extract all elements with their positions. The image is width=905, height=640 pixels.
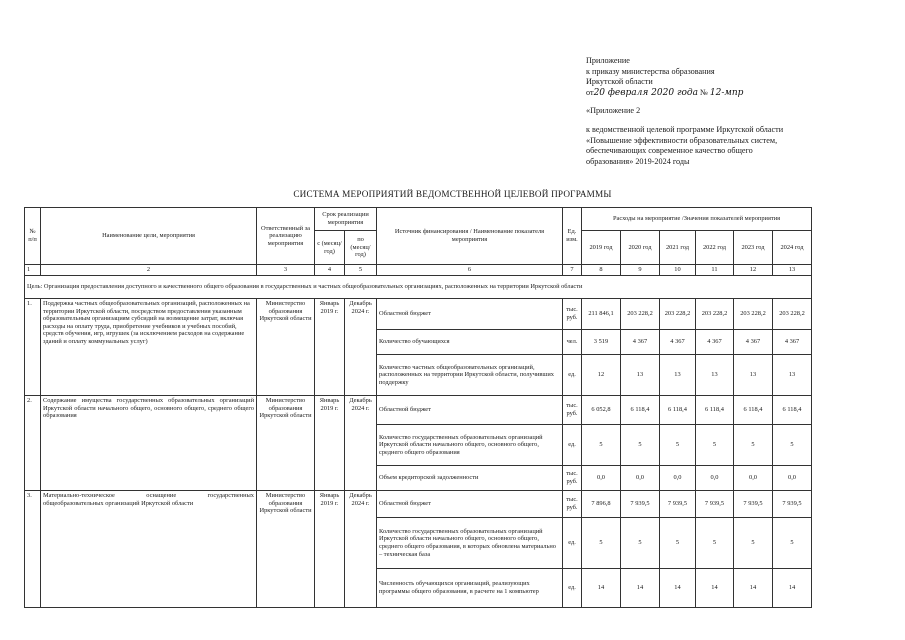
col-number: 13 (773, 265, 812, 276)
row-unit: тыс. руб. (563, 396, 582, 425)
row-value: 7 896,8 (582, 491, 621, 518)
row-value: 0,0 (582, 466, 621, 491)
handwritten-number: 12-мпр (709, 87, 744, 98)
row-value: 4 367 (696, 330, 734, 355)
col-number: 7 (563, 265, 582, 276)
row-value: 14 (582, 569, 621, 608)
row-value: 13 (734, 355, 773, 396)
header-year: 2020 год (621, 231, 660, 265)
row-value: 3 519 (582, 330, 621, 355)
row-value: 0,0 (621, 466, 660, 491)
col-number: 6 (377, 265, 563, 276)
appendix-line: Приложение (586, 56, 630, 65)
header-expenses: Расходы на мероприятие /Значения показателей мероприятия (582, 208, 812, 231)
appendix-line: «Повышение эффективности образовательных систем, (586, 135, 778, 145)
header-row (25, 208, 812, 231)
col-number: 8 (582, 265, 621, 276)
activity-from: Январь 2019 г. (315, 299, 345, 396)
handwritten-date: 20 февраля 2020 года (593, 87, 698, 98)
header-unit: Ед. изм. (563, 208, 582, 265)
row-value: 5 (696, 425, 734, 466)
row-unit: тыс. руб. (563, 466, 582, 491)
appendix-line: Иркутской области (586, 77, 653, 87)
row-source: Количество частных общеобразовательных организаций, расположенных на территории Иркутской области, получивших поддержку (377, 355, 563, 396)
row-value: 5 (582, 518, 621, 569)
appendix-date-line (586, 88, 783, 99)
activity-responsible: Министерство образования Иркутской области (257, 299, 315, 396)
header-year: 2019 год (582, 231, 621, 265)
row-value: 203 228,2 (660, 299, 696, 330)
spacer (586, 98, 783, 106)
row-value: 13 (696, 355, 734, 396)
col-number: 4 (315, 265, 345, 276)
row-unit: ед. (563, 425, 582, 466)
row-value: 203 228,2 (773, 299, 812, 330)
appendix-line: обеспечивающих современное качество общего (586, 146, 753, 156)
row-unit: ед. (563, 569, 582, 608)
row-value: 5 (734, 518, 773, 569)
activity-name: Поддержка частных общеобразовательных организаций, расположенных на территории Иркутской области, посредством предоставления указанным образовательным организациям субсидий на возмещение затрат, включая расходы на оплату труда, приобретение учебников и учебных пособий, средств обучения, игр, игрушек (за исключением расходов на содержание зданий и оплату коммунальных услуг) (41, 299, 257, 396)
row-value: 211 846,1 (582, 299, 621, 330)
row-value: 13 (660, 355, 696, 396)
row-value: 6 118,4 (773, 396, 812, 425)
row-value: 0,0 (734, 466, 773, 491)
appendix-header (586, 56, 783, 167)
row-value: 5 (660, 518, 696, 569)
spacer (586, 117, 783, 125)
row-source: Областной бюджет (377, 491, 563, 518)
row-unit: чел. (563, 330, 582, 355)
row-value: 4 367 (621, 330, 660, 355)
row-value: 5 (734, 425, 773, 466)
row-value: 7 939,5 (696, 491, 734, 518)
row-source: Количество государственных образовательных организаций Иркутской области начального общего, основного общего, среднего общего образования (377, 425, 563, 466)
header-to: по (месяц/ год) (345, 231, 377, 265)
row-unit: тыс. руб. (563, 299, 582, 330)
row-value: 0,0 (660, 466, 696, 491)
appendix-line: «Приложение 2 (586, 106, 641, 116)
row-value: 7 939,5 (660, 491, 696, 518)
col-number: 2 (41, 265, 257, 276)
header-responsible: Ответственный за реализацию мероприятия (257, 208, 315, 265)
row-unit: ед. (563, 355, 582, 396)
col-number: 11 (696, 265, 734, 276)
row-value: 5 (696, 518, 734, 569)
row-value: 4 367 (660, 330, 696, 355)
table-row (25, 396, 812, 425)
row-source: Количество государственных образовательных организаций Иркутской области начального общего, основного общего, среднего общего образования, в которых обновлена материально – техническая база (377, 518, 563, 569)
row-unit: ед. (563, 518, 582, 569)
activity-from: Январь 2019 г. (315, 396, 345, 491)
row-source: Областной бюджет (377, 299, 563, 330)
row-value: 7 939,5 (734, 491, 773, 518)
row-value: 14 (660, 569, 696, 608)
row-value: 14 (696, 569, 734, 608)
row-value: 0,0 (696, 466, 734, 491)
date-prefix: от (586, 87, 594, 97)
activity-to: Декабрь 2024 г. (345, 396, 377, 491)
col-number: 12 (734, 265, 773, 276)
document-title: СИСТЕМА МЕРОПРИЯТИЙ ВЕДОМСТВЕННОЙ ЦЕЛЕВОЙ ПРОГРАММЫ (293, 189, 612, 199)
table-row (25, 491, 812, 518)
row-source: Количество обучающихся (377, 330, 563, 355)
header-year: 2022 год (696, 231, 734, 265)
activity-num: 2. (25, 396, 41, 491)
row-value: 4 367 (773, 330, 812, 355)
col-number: 9 (621, 265, 660, 276)
row-unit: тыс. руб. (563, 491, 582, 518)
row-value: 6 118,4 (734, 396, 773, 425)
goal-row (25, 276, 812, 299)
row-value: 5 (621, 425, 660, 466)
row-value: 14 (773, 569, 812, 608)
row-value: 6 052,8 (582, 396, 621, 425)
row-value: 7 939,5 (621, 491, 660, 518)
row-value: 5 (582, 425, 621, 466)
activity-name: Материально-техническое оснащение государственных общеобразовательных организаций Иркутской области (41, 491, 257, 608)
header-year: 2023 год (734, 231, 773, 265)
column-number-row (25, 265, 812, 276)
row-source: Объем кредиторской задолженности (377, 466, 563, 491)
goal-text: Цель: Организация предоставления доступного и качественного общего образования в государственных и частных общеобразовательных организациях, расположенных на территории Иркутской области (25, 276, 812, 299)
appendix-line: к приказу министерства образования (586, 66, 715, 76)
row-value: 6 118,4 (621, 396, 660, 425)
activity-to: Декабрь 2024 г. (345, 299, 377, 396)
row-value: 6 118,4 (660, 396, 696, 425)
row-value: 14 (621, 569, 660, 608)
header-year: 2021 год (660, 231, 696, 265)
row-value: 5 (773, 425, 812, 466)
col-number: 3 (257, 265, 315, 276)
activity-num: 3. (25, 491, 41, 608)
row-value: 4 367 (734, 330, 773, 355)
col-number: 1 (25, 265, 41, 276)
col-number: 5 (345, 265, 377, 276)
header-name: Наименование цели, мероприятия (41, 208, 257, 265)
row-value: 5 (621, 518, 660, 569)
col-number: 10 (660, 265, 696, 276)
row-value: 13 (773, 355, 812, 396)
header-num: № п/п (25, 208, 41, 265)
appendix-line: образования» 2019-2024 годы (586, 156, 690, 166)
row-value: 5 (660, 425, 696, 466)
row-value: 6 118,4 (696, 396, 734, 425)
activity-name: Содержание имущества государственных образовательных организаций Иркутской области начального общего, основного общего, среднего общего образования (41, 396, 257, 491)
header-from: с (месяц/ год) (315, 231, 345, 265)
row-value: 0,0 (773, 466, 812, 491)
row-value: 203 228,2 (696, 299, 734, 330)
row-source: Областной бюджет (377, 396, 563, 425)
row-source: Численность обучающихся организаций, реализующих программы общего образования, в расчете на 1 компьютер (377, 569, 563, 608)
measures-table (24, 207, 812, 608)
activity-from: Январь 2019 г. (315, 491, 345, 608)
row-value: 7 939,5 (773, 491, 812, 518)
number-prefix: № (700, 87, 708, 97)
activity-responsible: Министерство образования Иркутской области (257, 396, 315, 491)
row-value: 203 228,2 (734, 299, 773, 330)
row-value: 5 (773, 518, 812, 569)
activity-to: Декабрь 2024 г. (345, 491, 377, 608)
activity-num: 1. (25, 299, 41, 396)
row-value: 13 (621, 355, 660, 396)
row-value: 14 (734, 569, 773, 608)
row-value: 12 (582, 355, 621, 396)
row-value: 203 228,2 (621, 299, 660, 330)
activity-responsible: Министерство образования Иркутской области (257, 491, 315, 608)
appendix-line: к ведомственной целевой программе Иркутской области (586, 124, 784, 134)
table-row (25, 299, 812, 330)
header-year: 2024 год (773, 231, 812, 265)
header-source: Источник финансирования / Наименование показателя мероприятия (377, 208, 563, 265)
header-period: Срок реализации мероприятия (315, 208, 377, 231)
